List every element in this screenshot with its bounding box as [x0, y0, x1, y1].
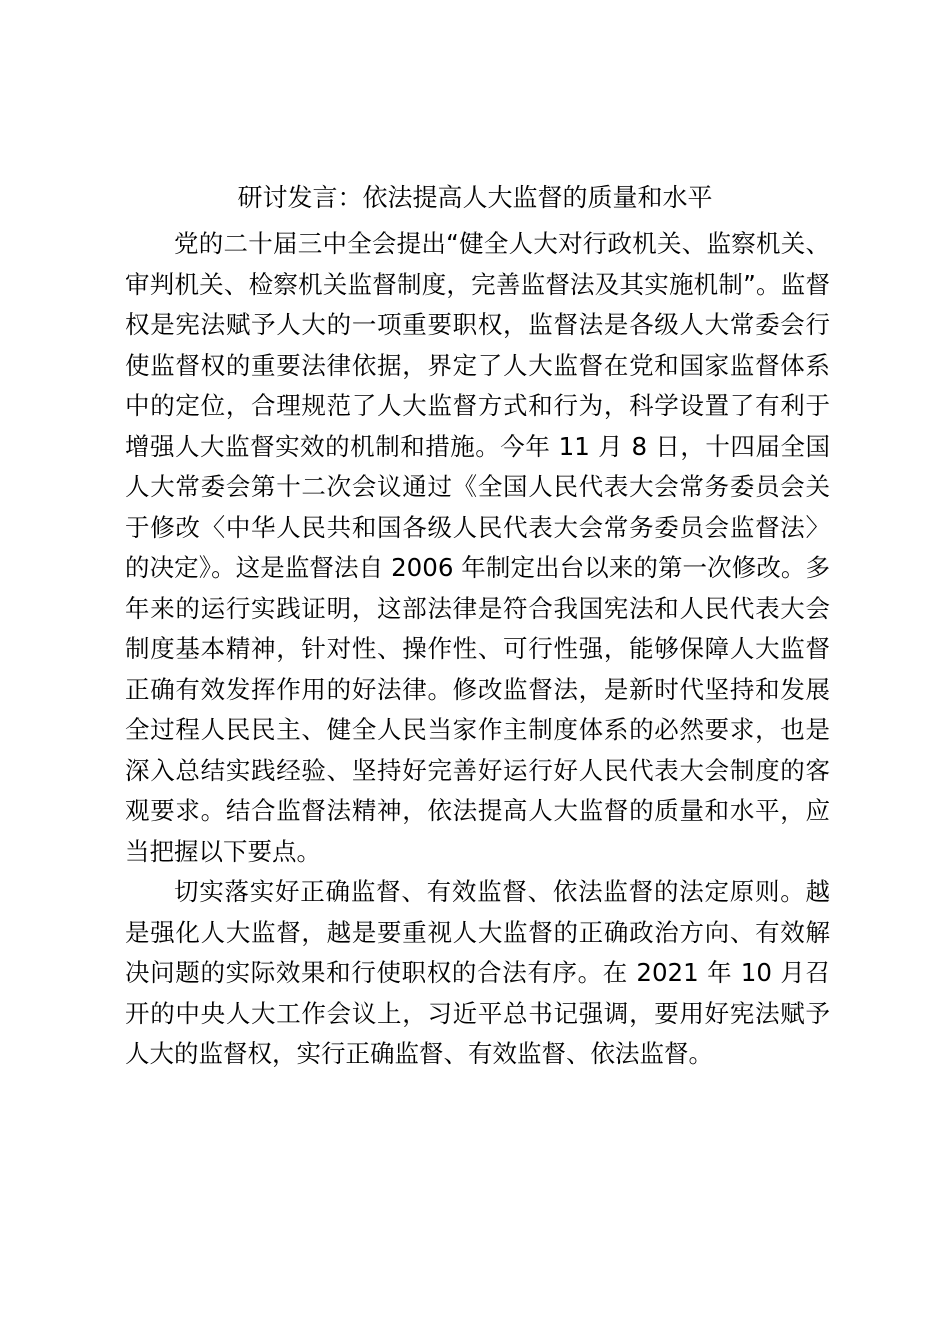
document-body — [125, 224, 830, 1075]
paragraph-1: 党的二十届三中全会提出“健全人大对行政机关、监察机关、审判机关、检察机关监督制度，完善监督法及其实施机制”。监督权是宪法赋予人大的一项重要职权，监督法是各级人大常委会行使监督权的重要法律依据，界定了人大监督在党和国家监督体系中的定位，合理规范了人大监督方式和行为，科学设置了有利于增强人大监督实效的机制和措施。今年 11 月 8 日，十四届全国人大常委会第十二次会议通过《全国人民代表大会常务委员会关于修改〈中华人民共和国各级人民代表大会常务委员会监督法〉的决定》。这是监督法自 2006 年制定出台以来的第一次修改。多年来的运行实践证明，这部法律是符合我国宪法和人民代表大会制度基本精神，针对性、操作性、可行性强，能够保障人大监督正确有效发挥作用的好法律。修改监督法，是新时代坚持和发展全过程人民民主、健全人民当家作主制度体系的必然要求，也是深入总结实践经验、坚持好完善好运行好人民代表大会制度的客观要求。结合监督法精神，依法提高人大监督的质量和水平，应当把握以下要点。 — [125, 229, 830, 866]
paragraph-2: 切实落实好正确监督、有效监督、依法监督的法定原则。越是强化人大监督，越是要重视人大监督的正确政治方向、有效解决问题的实际效果和行使职权的合法有序。在 2021 年 10 月召开的中央人大工作会议上，习近平总书记强调，要用好宪法赋予人大的监督权，实行正确监督、有效监督、依法监督。 — [125, 877, 830, 1068]
document-title: 研讨发言：依法提高人大监督的质量和水平 — [237, 183, 713, 212]
